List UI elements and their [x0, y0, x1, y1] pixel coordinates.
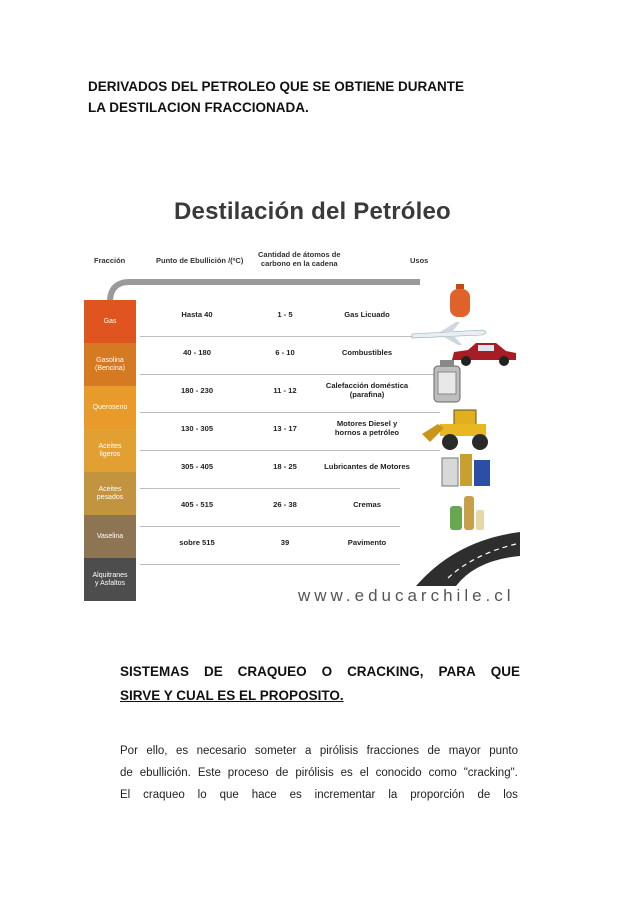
paragraph-word: es: [289, 789, 302, 801]
heading-word: CRAQUEO: [237, 664, 307, 679]
row-uso-line: Combustibles: [341, 348, 393, 357]
row-uso: [312, 538, 422, 547]
row-punto: 305 - 405: [180, 462, 214, 471]
column-segment: [84, 515, 136, 558]
heading-word: CRACKING,: [347, 664, 424, 679]
paragraph-word: pirólisis: [319, 745, 359, 757]
column-segment-label: Queroseno: [92, 403, 128, 411]
paragraph-word: proceso: [227, 767, 269, 779]
row-atomos: 13 - 17: [273, 424, 297, 433]
row-atomos: 11 - 12: [273, 386, 297, 395]
column-segment-label: Gasolina: [96, 356, 124, 364]
row-divider: [140, 336, 440, 337]
paragraph-word: conocido: [375, 767, 422, 779]
column-segment-label: Gas: [103, 317, 117, 325]
paragraph-word: es: [340, 767, 353, 779]
paragraph-word: es: [175, 745, 189, 757]
header-atomos-line: Cantidad de átomos de: [258, 250, 341, 259]
header-fraccion: Fracción: [94, 256, 126, 265]
column-pipe: [90, 274, 420, 304]
heading-word: DE: [203, 664, 223, 679]
column-segment: [84, 472, 136, 515]
paragraph-word: mayor: [448, 745, 481, 757]
header-atomos-line: carbono en la cadena: [260, 259, 338, 268]
heater-icon: [430, 360, 464, 406]
column-segment: [84, 300, 136, 343]
heading-line: LA DESTILACION FRACCIONADA.: [88, 100, 309, 115]
paragraph-word: de: [275, 767, 289, 779]
paragraph-word: someter: [254, 745, 297, 757]
paragraph-word: como: [428, 767, 457, 779]
row-atomos: 39: [280, 538, 290, 547]
row-uso: [312, 348, 422, 357]
heading-word: PARA: [438, 664, 476, 679]
paragraph-word: Por: [120, 745, 138, 757]
paragraph-word: ello,: [146, 745, 168, 757]
row-uso-line: Pavimento: [347, 538, 387, 547]
paragraph-word: necesario: [196, 745, 247, 757]
paragraph-word: de: [427, 745, 441, 757]
paragraph-word: punto: [489, 745, 518, 757]
section-heading: [88, 76, 548, 118]
paragraph-line: [120, 784, 518, 806]
road-icon: [416, 530, 520, 586]
excavator-icon: [420, 402, 496, 452]
row-divider: [140, 412, 440, 413]
column-segment-label: pesados: [96, 493, 124, 501]
row-divider: [140, 564, 400, 565]
heading-word: QUE: [490, 664, 520, 679]
row-punto: sobre 515: [179, 538, 215, 547]
paragraph-word: lo: [197, 789, 207, 801]
paragraph-line: [120, 762, 518, 784]
distillation-column: [84, 300, 136, 602]
column-segment: [84, 386, 136, 429]
paragraph-word: pirólisis: [295, 767, 334, 779]
cracking-heading-line2: SIRVE Y CUAL ES EL PROPOSITO.: [120, 688, 344, 703]
distillation-figure: [80, 188, 530, 618]
row-uso: [312, 310, 422, 319]
column-segment: [84, 558, 136, 601]
row-punto: 180 - 230: [180, 386, 214, 395]
paragraph-word: craqueo: [143, 789, 185, 801]
row-uso-line: Lubricantes de Motores: [324, 462, 410, 471]
cracking-heading: [120, 660, 520, 708]
paragraph-word: Este: [197, 767, 221, 779]
column-segment-label: Aceites: [98, 485, 122, 493]
paragraph-word: la: [388, 789, 398, 801]
row-atomos: 26 - 38: [273, 500, 297, 509]
row-divider: [140, 450, 440, 451]
row-punto: 40 - 180: [183, 348, 211, 357]
oil-cans-icon: [440, 452, 492, 488]
row-divider: [140, 374, 440, 375]
row-atomos: 18 - 25: [273, 462, 297, 471]
watermark: www.educarchile.cl: [298, 586, 515, 605]
gas-cylinder-icon: [448, 284, 472, 318]
row-divider: [140, 526, 400, 527]
row-uso: [312, 381, 422, 399]
row-atomos: 6 - 10: [275, 348, 295, 357]
paragraph-word: fracciones: [366, 745, 420, 757]
row-punto: 130 - 305: [180, 424, 214, 433]
heading-word: O: [321, 664, 333, 679]
column-segment-label: Vaselina: [96, 532, 124, 540]
paragraph-word: El: [120, 789, 131, 801]
row-uso: [312, 462, 422, 471]
row-uso-line: Cremas: [353, 500, 381, 509]
paragraph-word: "cracking".: [463, 767, 518, 779]
row-uso: [312, 500, 422, 509]
heading-line: DERIVADOS DEL PETROLEO QUE SE OBTIENE DURANTE: [88, 79, 465, 94]
row-punto: 405 - 515: [180, 500, 214, 509]
paragraph-word: incrementar: [314, 789, 376, 801]
paragraph-word: que: [219, 789, 239, 801]
column-segment-label: y Asfaltos: [95, 579, 125, 587]
paragraph-word: el: [359, 767, 369, 779]
heading-word: SISTEMAS: [120, 664, 190, 679]
column-segment-label: Aceites: [98, 442, 122, 450]
paragraph-line: [120, 740, 518, 762]
paragraph-word: ebullición.: [139, 767, 191, 779]
cracking-heading-line1: [120, 660, 520, 684]
paragraph-word: de: [477, 789, 491, 801]
row-uso: [312, 419, 422, 437]
cream-bottles-icon: [446, 490, 486, 532]
row-punto: Hasta 40: [181, 310, 213, 319]
header-punto: Punto de Ebullición /(ºC): [156, 256, 244, 265]
paragraph-word: hace: [251, 789, 277, 801]
row-divider: [140, 488, 400, 489]
column-segment: [84, 429, 136, 472]
paragraph-word: de: [120, 767, 133, 779]
row-uso-line: Gas Licuado: [344, 310, 390, 319]
row-uso-line: hornos a petróleo: [334, 428, 400, 437]
header-usos: Usos: [410, 256, 429, 265]
column-segment-label: Alquitranes: [92, 571, 128, 579]
column-segment: [84, 343, 136, 386]
row-uso-line: (parafina): [349, 390, 385, 399]
row-uso-line: Calefacción doméstica: [325, 381, 409, 390]
column-segment-label: (Bencina): [95, 364, 125, 372]
figure-title: Destilación del Petróleo: [174, 198, 451, 225]
paragraph-word: proporción: [410, 789, 465, 801]
row-uso-line: Motores Diesel y: [336, 419, 398, 428]
header-atomos: [258, 250, 341, 268]
row-atomos: 1 - 5: [277, 310, 293, 319]
paragraph-word: los: [503, 789, 518, 801]
column-segment-label: ligeros: [99, 450, 121, 458]
paragraph-word: a: [304, 745, 312, 757]
body-paragraph: [120, 740, 518, 806]
